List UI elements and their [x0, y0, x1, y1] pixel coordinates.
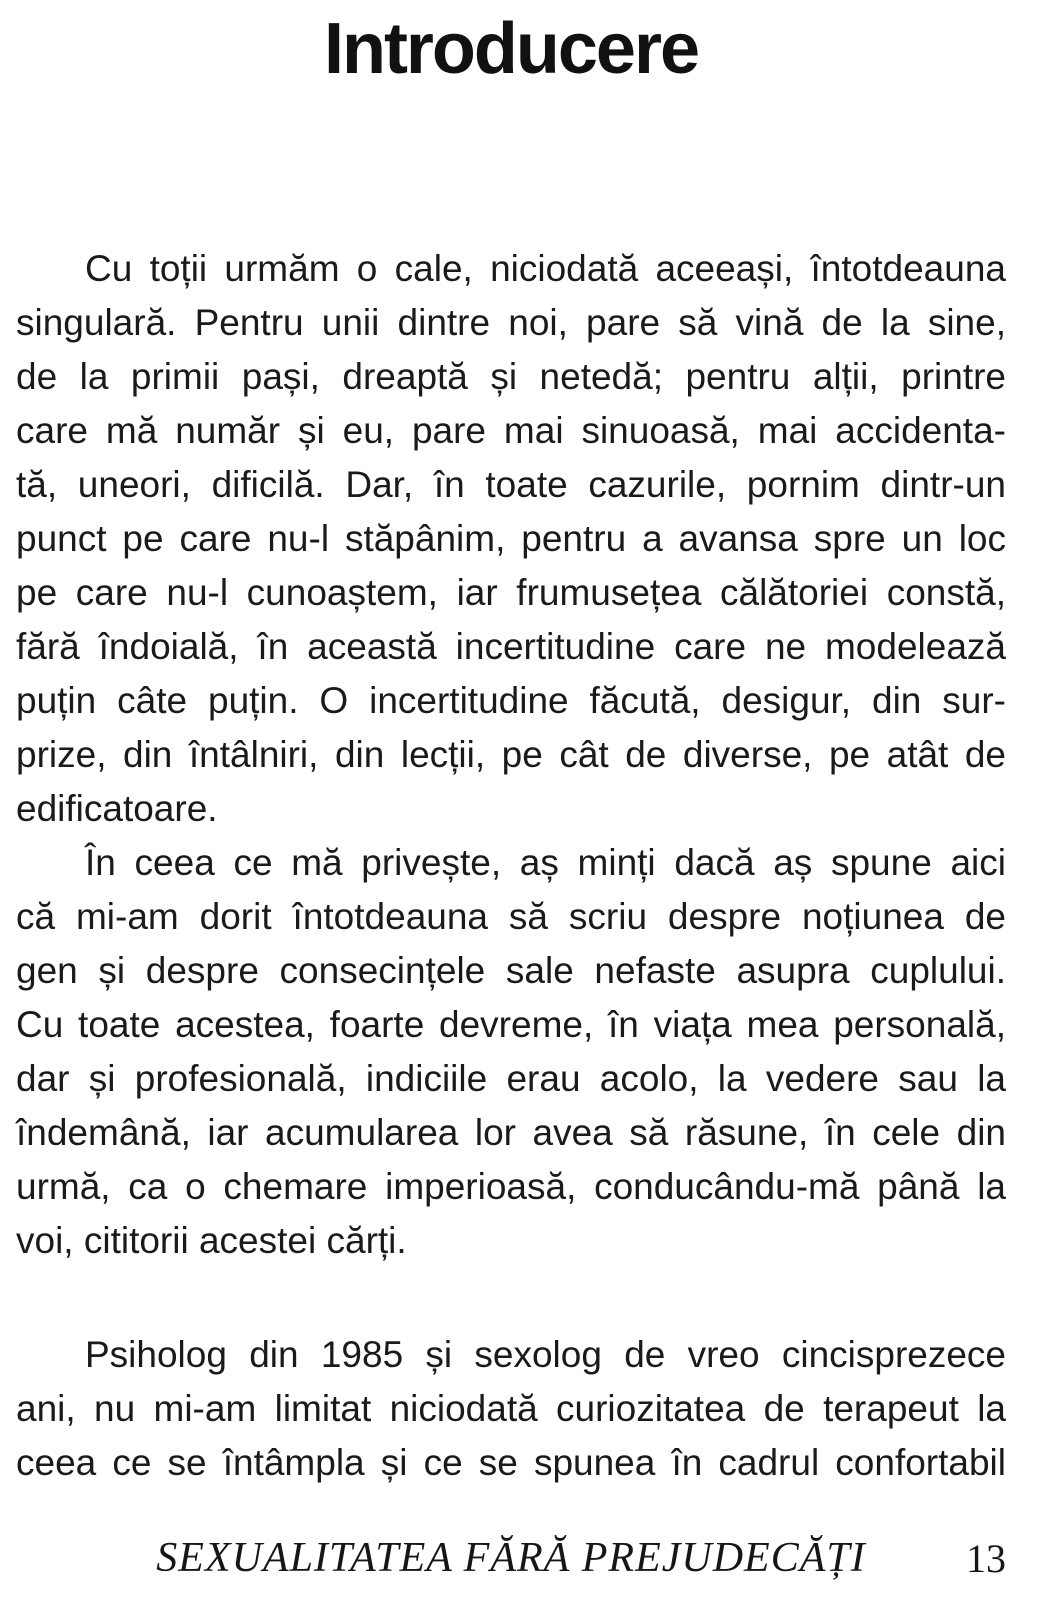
paragraph-2 — [16, 836, 1006, 1268]
text-line: pe care nu-l cunoaștem, iar frumusețea călătoriei constă, — [16, 572, 1006, 613]
paragraph-1 — [16, 242, 1006, 836]
text-line: care mă număr și eu, pare mai sinuoasă, mai accidenta- — [16, 410, 1006, 451]
text-line: că mi-am dorit întotdeauna să scriu despre noțiunea de — [16, 896, 1006, 937]
text-line: urmă, ca o chemare imperioasă, conducându-mă până la — [16, 1166, 1006, 1207]
text-line: Cu toate acestea, foarte devreme, în viața mea personală, — [16, 1004, 1006, 1045]
text-line: punct pe care nu-l stăpânim, pentru a avansa spre un loc — [16, 518, 1006, 559]
text-line: puțin câte puțin. O incertitudine făcută, desigur, din sur- — [16, 680, 1006, 721]
text-line: În ceea ce mă privește, aș minți dacă aș spune aici — [85, 842, 1006, 883]
text-line: dar și profesională, indiciile erau acolo, la vedere sau la — [16, 1058, 1006, 1099]
text-line: Psiholog din 1985 și sexolog de vreo cincisprezece — [85, 1334, 1006, 1375]
text-line: singulară. Pentru unii dintre noi, pare să vină de la sine, — [16, 302, 1006, 343]
page-number: 13 — [966, 1536, 1006, 1581]
text-line: ani, nu mi-am limitat niciodată curiozitatea de terapeut la — [16, 1388, 1006, 1429]
text-line: de la primii pași, dreaptă și netedă; pentru alții, printre — [16, 356, 1006, 397]
text-line: ceea ce se întâmpla și ce se spunea în cadrul confortabil — [16, 1442, 1006, 1483]
running-title: SEXUALITATEA FĂRĂ PREJUDECĂȚI — [156, 1535, 866, 1581]
chapter-title: Introducere — [323, 9, 699, 89]
text-line: Cu toții urmăm o cale, niciodată aceeași, întotdeauna — [85, 248, 1006, 289]
body-text — [16, 242, 1006, 1490]
text-line: fără îndoială, în această incertitudine care ne modelează — [16, 626, 1006, 667]
text-line: edificatoare. — [16, 788, 218, 829]
text-line: voi, cititorii acestei cărți. — [16, 1220, 407, 1261]
paragraph-3 — [16, 1328, 1006, 1490]
text-line: gen și despre consecințele sale nefaste asupra cuplului. — [16, 950, 1006, 991]
text-line: tă, uneori, dificilă. Dar, în toate cazurile, pornim dintr-un — [16, 464, 1006, 505]
text-line: prize, din întâlniri, din lecții, pe cât de diverse, pe atât de — [16, 734, 1006, 775]
text-line: îndemână, iar acumularea lor avea să răsune, în cele din — [16, 1112, 1006, 1153]
page-footer — [16, 1534, 1006, 1590]
